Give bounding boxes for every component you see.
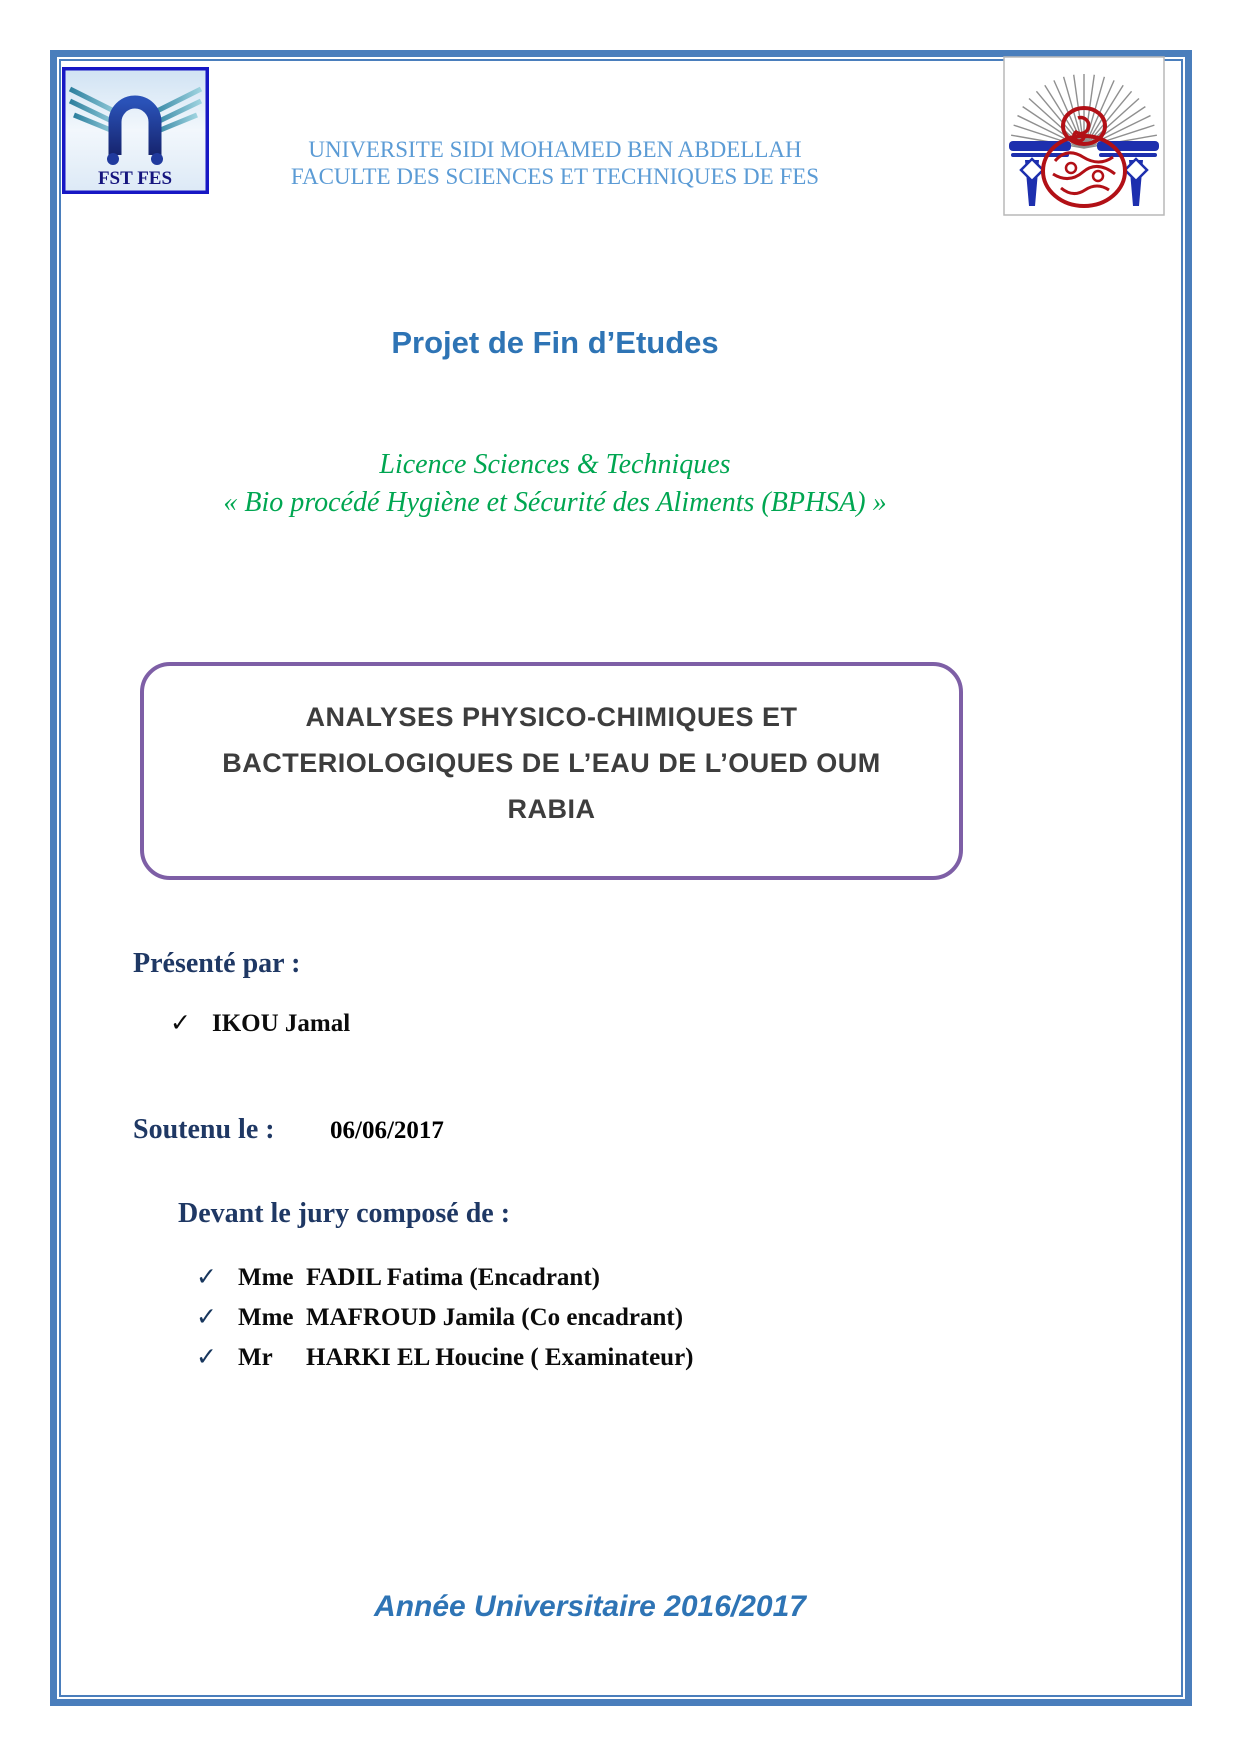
checkmark-icon: ✓ <box>196 1262 217 1291</box>
defense-date-label: Soutenu le : <box>133 1114 275 1145</box>
university-header <box>150 136 960 190</box>
jury-member-title: Mr <box>238 1344 273 1371</box>
thesis-title-line3: RABIA <box>507 794 596 824</box>
thesis-title-box <box>140 662 963 880</box>
jury-member-row <box>196 1302 694 1342</box>
jury-member-title: Mme <box>238 1304 294 1331</box>
jury-list <box>196 1262 694 1382</box>
checkmark-icon: ✓ <box>196 1302 217 1331</box>
presented-by-label: Présenté par : <box>133 948 301 979</box>
svg-text:FST FES: FST FES <box>97 168 173 189</box>
thesis-title-line1: ANALYSES PHYSICO-CHIMIQUES ET <box>305 702 798 732</box>
thesis-title-line2: BACTERIOLOGIQUES DE L’EAU DE L’OUED OUM <box>222 748 881 778</box>
university-seal-icon <box>1003 56 1165 216</box>
thesis-title <box>144 666 959 832</box>
page-title: Projet de Fin d’Etudes <box>391 325 719 360</box>
university-seal-logo <box>1003 56 1165 216</box>
student-name: IKOU Jamal <box>212 1010 351 1037</box>
academic-year: Année Universitaire 2016/2017 <box>374 1590 806 1623</box>
program-speciality: « Bio procédé Hygiène et Sécurité des Aliments (BPHSA) » <box>223 487 887 518</box>
defense-date-value: 06/06/2017 <box>330 1117 444 1144</box>
defense-date-row <box>133 1114 444 1146</box>
university-name: UNIVERSITE SIDI MOHAMED BEN ABDELLAH <box>308 137 802 162</box>
jury-member-row <box>196 1342 694 1382</box>
jury-member-row <box>196 1262 694 1302</box>
checkmark-icon: ✓ <box>170 1008 191 1037</box>
jury-member-name: HARKI EL Houcine ( Examinateur) <box>306 1344 694 1371</box>
jury-member-name: FADIL Fatima (Encadrant) <box>306 1264 600 1291</box>
faculty-name: FACULTE DES SCIENCES ET TECHNIQUES DE FES <box>290 164 820 189</box>
program-degree: Licence Sciences & Techniques <box>379 449 731 480</box>
jury-member-title: Mme <box>238 1264 294 1291</box>
jury-member-name: MAFROUD Jamila (Co encadrant) <box>306 1304 684 1331</box>
checkmark-icon: ✓ <box>196 1342 217 1371</box>
program-block <box>50 446 1060 522</box>
jury-label: Devant le jury composé de : <box>178 1198 511 1229</box>
presented-by-item <box>170 1008 350 1038</box>
